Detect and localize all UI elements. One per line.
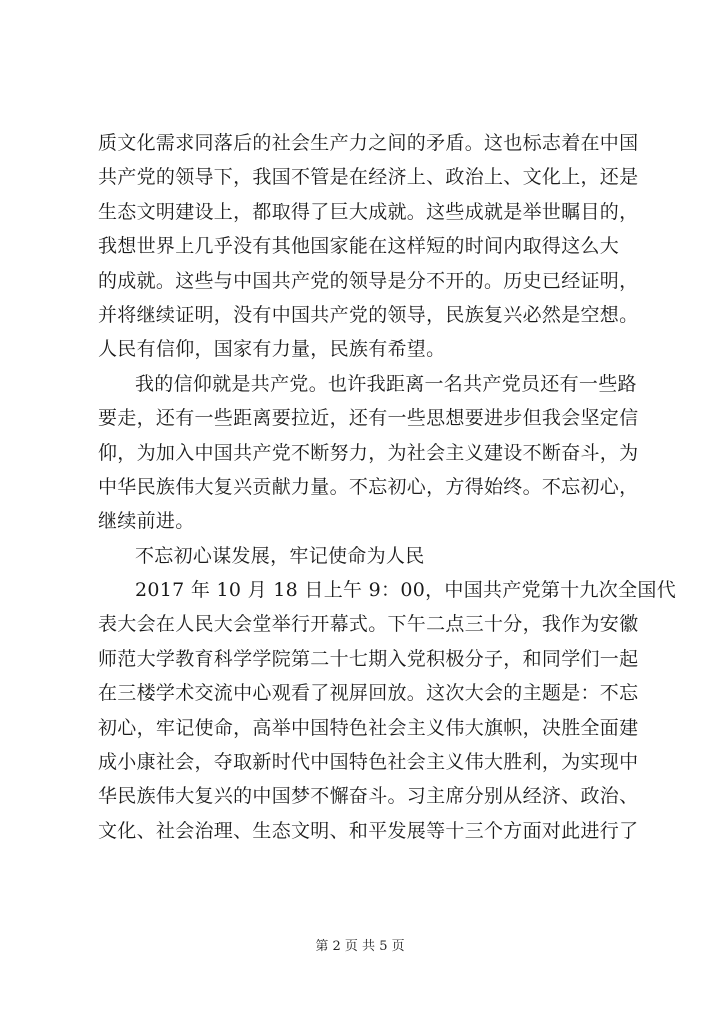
text-line: 人民有信仰，国家有力量，民族有希望。 <box>98 338 446 361</box>
section-heading: 不忘初心谋发展，牢记使命为人民 <box>135 544 425 567</box>
text-line: 在三楼学术交流中心观看了视屏回放。这次大会的主题是：不忘 <box>98 682 639 705</box>
text-line: 师范大学教育科学学院第二十七期入党积极分子，和同学们一起 <box>98 647 639 670</box>
paragraph-start-line: 我的信仰就是共产党。也许我距离一名共产党员还有一些路 <box>135 372 637 395</box>
paragraph-start-line: 2017 年 10 月 18 日上午 9：00，中国共产党第十九次全国代 <box>135 579 677 602</box>
text-line: 仰，为加入中国共产党不断努力，为社会主义建设不断奋斗，为 <box>98 441 639 464</box>
text-line: 华民族伟大复兴的中国梦不懈奋斗。习主席分别从经济、政治、 <box>98 785 639 808</box>
text-line: 文化、社会治理、生态文明、和平发展等十三个方面对此进行了 <box>98 819 639 842</box>
text-line: 我想世界上几乎没有其他国家能在这样短的时间内取得这么大 <box>98 235 620 258</box>
document-body <box>98 126 677 848</box>
text-line: 初心，牢记使命，高举中国特色社会主义伟大旗帜，决胜全面建 <box>98 716 639 739</box>
text-line: 继续前进。 <box>98 510 195 533</box>
text-line: 表大会在人民大会堂举行开幕式。下午二点三十分，我作为安徽 <box>98 613 639 636</box>
text-line: 共产党的领导下，我国不管是在经济上、政治上、文化上，还是 <box>98 166 639 189</box>
text-line: 要走，还有一些距离要拉近，还有一些思想要进步但我会坚定信 <box>98 407 639 430</box>
text-line: 的成就。这些与中国共产党的领导是分不开的。历史已经证明， <box>98 269 639 292</box>
text-line: 中华民族伟大复兴贡献力量。不忘初心，方得始终。不忘初心， <box>98 475 639 498</box>
text-line: 质文化需求同落后的社会生产力之间的矛盾。这也标志着在中国 <box>98 132 639 154</box>
text-line: 成小康社会，夺取新时代中国特色社会主义伟大胜利，为实现中 <box>98 751 639 774</box>
page-number-footer: 第 2 页 共 5 页 <box>315 939 405 954</box>
text-line: 生态文明建设上，都取得了巨大成就。这些成就是举世瞩目的， <box>98 200 639 223</box>
text-line: 并将继续证明，没有中国共产党的领导，民族复兴必然是空想。 <box>98 303 639 326</box>
